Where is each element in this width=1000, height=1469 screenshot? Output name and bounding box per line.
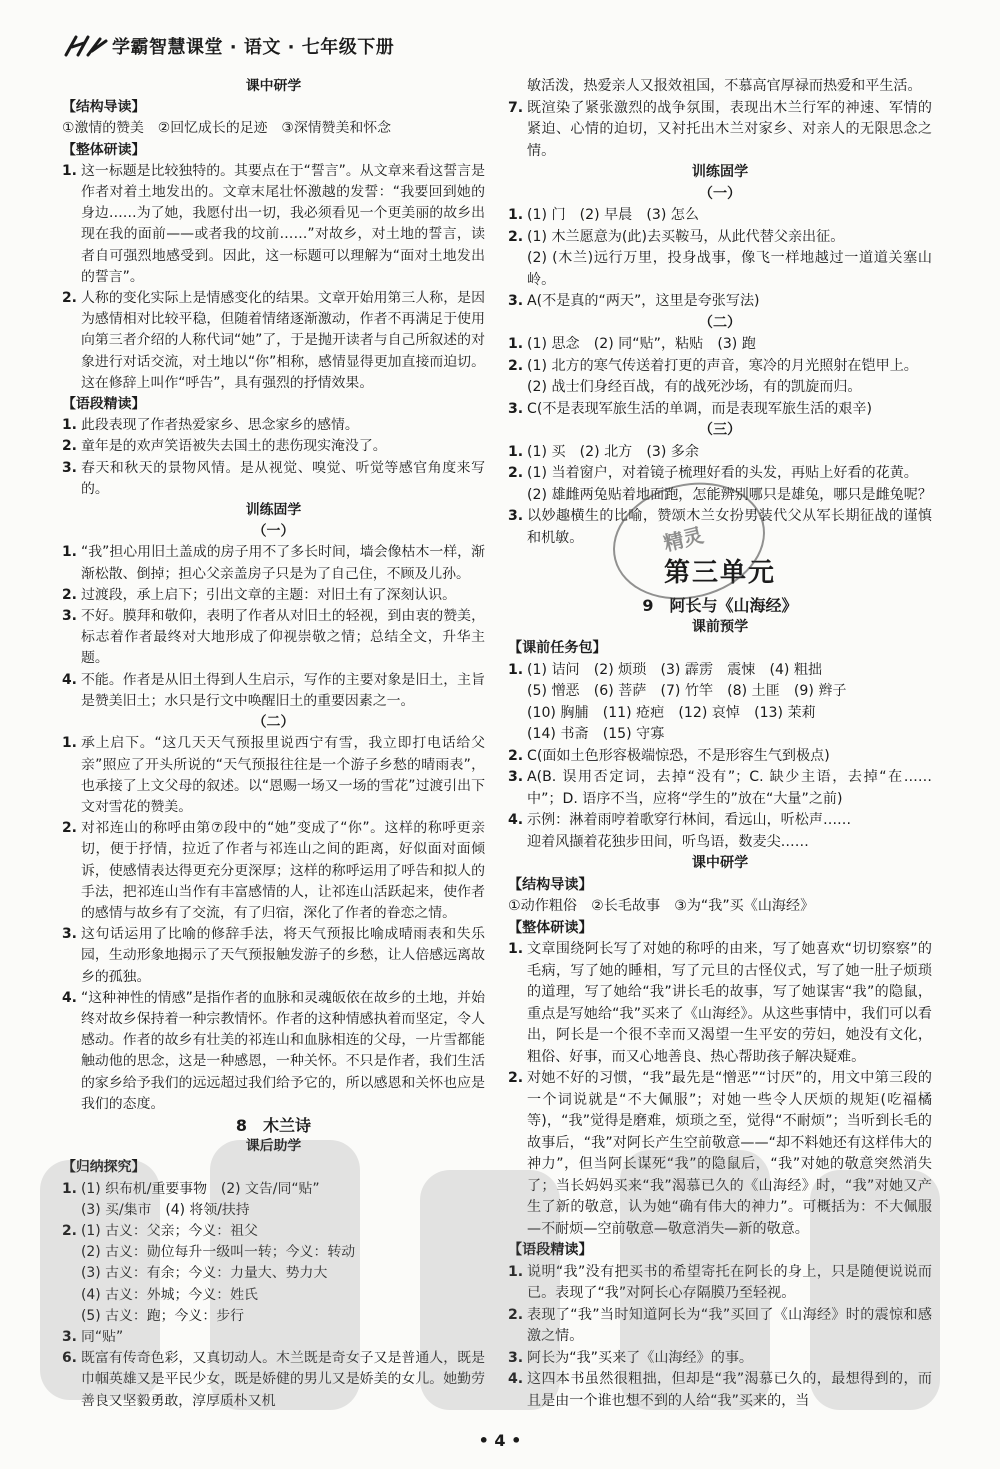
text-line: ①动作粗俗 ②长毛故事 ③为“我”买《山海经》	[508, 898, 815, 914]
item-text: (1) 门 (2) 早晨 (3) 怎么	[527, 207, 699, 223]
item-number: 1.	[508, 336, 524, 352]
item-number: 1.	[508, 661, 524, 678]
indented-line: (14) 书斋 (15) 守寡	[527, 726, 665, 742]
item-text: C(不是表现军旅生活的单调，而是表现军旅生活的艰辛)	[527, 400, 872, 417]
item-number: 2.	[508, 357, 524, 374]
subsection-label: 【归纳探究】	[62, 1159, 146, 1176]
item-number: 1.	[62, 417, 77, 434]
unit-title: 第三单元	[663, 558, 776, 588]
answer-item	[62, 1179, 485, 1200]
subsection-label: 【整体研读】	[62, 141, 146, 158]
item-text: (1) 思念 (2) 同“贴”，粘贴 (3) 跑	[527, 336, 756, 352]
item-text: 这四本书虽然很粗拙，但却是“我”渴慕已久的，最想得到的，而且是由一个谁也想不到的人给“我”买来的，当	[527, 1371, 932, 1409]
item-number: 2.	[62, 438, 77, 455]
page-header	[62, 30, 942, 62]
item-number: 2.	[508, 228, 524, 245]
item-text: (1) 买 (2) 北方 (3) 多余	[527, 443, 699, 460]
brand-logo-icon	[62, 33, 108, 59]
stamp-text: 精灵	[661, 522, 706, 556]
answer-item	[508, 660, 932, 682]
item-text: 既渲染了紧张激烈的战争氛围，表现出木兰行军的神速、军情的紧迫、心情的迫切，又衬托出木兰对家乡、对亲人的无限思念之情。	[527, 99, 932, 159]
item-number: 2.	[62, 820, 77, 837]
text-line: ①激情的赞美 ②回忆成长的足迹 ③深情赞美和怀念	[62, 120, 392, 137]
item-text: 对她不好的习惯，“我”最先是“憎恶”“讨厌”的，用文中第三段的一个词说就是“不大佩服”；对她一些令人厌烦的规矩(吃福橘等)，“我”觉得是磨难，烦琐之至，觉得“不耐烦”；当听到长毛的故事后，“我”对阿长产生空前敬意——“却不料她还有这样伟大的神力”，但当阿长谋死“我”的隐鼠后，“我”对她的敬意突然消失了；当长妈妈买来“我”渴慕已久的《山海经》时，“我”对她又产生了新的敬意，认为她“确有伟大的神力”。可概括为：不大佩服—不耐烦—空前敬意—敬意消失—新的敬意。	[527, 1070, 932, 1237]
item-number: 2.	[62, 586, 77, 603]
item-text: 表现了“我”当时知道阿长为“我”买回了《山海经》时的震惊和感激之情。	[527, 1306, 932, 1344]
item-text: 此段表现了作者热爱家乡、思念家乡的感情。	[81, 417, 359, 434]
indented-line: (5) 憎恶 (6) 菩萨 (7) 竹竿 (8) 土匪 (9) 辫子	[527, 683, 847, 699]
item-number: 2.	[508, 465, 524, 481]
section-heading: 训练固学	[691, 164, 749, 180]
left-column	[62, 76, 485, 1412]
answer-item	[62, 924, 485, 988]
answer-item	[508, 442, 932, 464]
answer-item	[508, 1348, 932, 1370]
subsection-label: 【课前任务包】	[508, 640, 607, 656]
header-title: 学霸智慧课堂 · 语文 · 七年级下册	[112, 37, 395, 58]
answer-item	[508, 291, 932, 313]
answer-item	[62, 988, 485, 1115]
item-number: 1.	[62, 735, 77, 752]
item-number: 3.	[62, 926, 77, 943]
indented-line: (2) (木兰)远行万里，投身战事，像飞一样地越过一道道关塞山岭。	[527, 250, 932, 288]
item-text: 这句话运用了比喻的修辞手法，将天气预报比喻成晴雨表和失乐园，生动形象地揭示了天气预报触发游子的乡愁，让人倍感远离故乡的孤独。	[81, 926, 485, 985]
subsection-label: 【语段精读】	[62, 396, 146, 413]
indented-line: 敏活泼，热爱亲人又报效祖国，不慕高官厚禄而热爱和平生活。	[527, 78, 922, 94]
item-number: 4.	[508, 1371, 524, 1387]
answer-item	[508, 1369, 932, 1412]
item-text: (1) 北方的寒气传送着打更的声音，寒冷的月光照射在铠甲上。	[527, 357, 918, 374]
item-number: 1.	[62, 162, 77, 179]
item-text: 阿长为“我”买来了《山海经》的事。	[527, 1349, 754, 1366]
answer-item	[508, 939, 932, 1068]
item-number: 4.	[62, 989, 77, 1006]
item-text: 承上启下。“这几天天气预报里说西宁有雪，我立即打电话给父亲”照应了开头所说的“天气预报往往是一个游子乡愁的晴雨表”，也承接了上文父母的叙述。以“恩赐一场又一场的雪花”过渡引出下文对雪花的赞美。	[81, 735, 485, 815]
indented-line: (2) 战士们身经百战，有的战死沙场，有的凯旋而归。	[527, 379, 862, 395]
section-heading: （三）	[698, 422, 742, 438]
indented-line: (5) 古义：跑；今义：步行	[81, 1307, 244, 1324]
answer-item	[508, 1068, 932, 1240]
item-number: 3.	[508, 769, 524, 785]
item-number: 2.	[508, 747, 524, 764]
answer-item	[62, 161, 485, 288]
item-text: C(面如土色形容极端惊恐，不是形容生气到极点)	[527, 747, 830, 764]
section-heading: （一）	[698, 185, 742, 202]
item-text: 对祁连山的称呼由第⑦段中的“她”变成了“你”。这样的称呼更亲切，便于抒情，拉近了作者与祁连山之间的距离，好似面对面倾诉，使感情表达得更充分更深厚；这样的称呼运用了呼告和拟人的手法，把祁连山当作有丰富感情的人，让祁连山活跃起来，使作者的感情与故乡有了交流，有了归宿，深化了作者的眷恋之情。	[81, 820, 485, 921]
section-heading: （一）	[252, 523, 295, 540]
item-text: 文章围绕阿长写了对她的称呼的由来，写了她喜欢“切切察察”的毛病，写了她的睡相，写了元旦的古怪仪式，写了她一肚子烦琐的道理，写了她给“我”讲长毛的故事，写了她谋害“我”的隐鼠，重点是写她给“我”买来了《山海经》。从这些事情中，我们可以看出，阿长是一个很不幸而又渴望一生平安的劳妇，她没有文化，粗俗、好事，而又心地善良、热心帮助孩子解决疑难。	[527, 941, 932, 1065]
answer-item	[508, 810, 932, 832]
subsection-label: 【语段精读】	[508, 1242, 593, 1258]
answer-item	[508, 1262, 932, 1305]
indented-line: (3) 古义：有余；今义：力量大、势力大	[81, 1265, 328, 1282]
item-number: 6.	[62, 1350, 77, 1367]
lesson-title: 8 木兰诗	[235, 1115, 312, 1135]
section-heading: （二）	[698, 314, 742, 331]
item-number: 2.	[508, 1306, 524, 1323]
item-text: “我”担心用旧土盖成的房子用不了多长时间，墙会像枯木一样，渐渐松散、倒掉；担心父亲盖房子只是为了自己住，不顾及儿孙。	[81, 544, 485, 582]
item-number: 3.	[508, 1349, 524, 1366]
section-heading: （二）	[252, 714, 295, 731]
section-heading: 课后助学	[245, 1138, 302, 1155]
answer-item	[508, 334, 932, 356]
item-text: 这一标题是比较独特的。其要点在于“誓言”。从文章来看这誓言是作者对着土地发出的。文章末尾壮怀激越的发誓：“我要回到她的身边……为了她，我愿付出一切，我必须看见一个更美丽的故乡出现在我的面前——或者我的坟前……”对故乡，对土地的誓言，读者自可强烈地感受到。因此，这一标题可以理解为“面对土地发出的誓言”。	[81, 162, 485, 285]
item-number: 2.	[508, 1070, 524, 1086]
item-number: 4.	[62, 671, 77, 688]
answer-item	[62, 670, 485, 712]
answer-item	[508, 463, 932, 485]
item-number: 3.	[62, 1328, 77, 1345]
item-text: 不能。作者是从旧土得到人生启示，写作的主要对象是旧土，主旨是赞美旧土；水只是行文中唤醒旧土的重要因素之一。	[81, 671, 485, 709]
section-heading: 课中研学	[245, 78, 302, 94]
item-number: 1.	[508, 207, 524, 223]
item-text: (1) 织布机/重要事物 (2) 文告/同“贴”	[81, 1180, 320, 1197]
indented-line: (3) 买/集市 (4) 将领/扶持	[81, 1201, 250, 1218]
answer-item	[62, 1327, 485, 1348]
subsection-label: 【结构导读】	[508, 876, 593, 893]
subsection-label: 【整体研读】	[508, 919, 593, 936]
answer-item	[508, 356, 932, 378]
item-text: (1) 诘问 (2) 烦琐 (3) 霹雳 震悚 (4) 粗拙	[527, 661, 823, 678]
answer-item	[62, 733, 485, 818]
answer-item	[508, 746, 932, 768]
answer-item	[62, 606, 485, 670]
item-number: 3.	[508, 293, 524, 309]
item-text: 说明“我”没有把买书的希望寄托在阿长的身上，只是随便说说而已。表现了“我”对阿长心存隔膜乃至轻视。	[527, 1263, 932, 1301]
item-text: (1) 木兰愿意为(此)去买鞍马，从此代替父亲出征。	[527, 228, 845, 245]
answer-item	[62, 818, 485, 924]
item-number: 2.	[62, 1222, 77, 1239]
indented-line: (2) 雄雌两兔贴着地面跑，怎能辨别哪只是雄兔，哪只是雌兔呢？	[527, 486, 932, 503]
item-text: 过渡段，承上启下；引出文章的主题：对旧土有了深刻认识。	[81, 586, 457, 603]
item-text: 既富有传奇色彩，又真切动人。木兰既是奇女子又是普通人，既是巾帼英雄又是平民少女，既是娇健的男儿又是娇美的女儿。她勤劳善良又坚毅勇敢，淳厚质朴又机	[81, 1350, 485, 1409]
item-number: 3.	[62, 608, 77, 625]
answer-item	[508, 98, 932, 163]
item-number: 1.	[508, 941, 524, 957]
item-text: 以妙趣横生的比喻，赞颂木兰女扮男装代父从军长期征战的谨慎和机敏。	[527, 508, 932, 546]
section-heading: 训练固学	[245, 502, 302, 519]
indented-line: 迎着风撷着花独步田间，听鸟语，数麦尖……	[527, 833, 809, 850]
item-text: 童年是的欢声笑语被失去国土的悲伤现实淹没了。	[81, 438, 387, 455]
item-number: 3.	[62, 459, 77, 476]
item-number: 1.	[62, 1180, 77, 1197]
answer-item	[508, 205, 932, 227]
indented-line: (10) 胸脯 (11) 疮疤 (12) 哀悼 (13) 茉莉	[527, 704, 816, 721]
answer-item	[508, 767, 932, 810]
answer-item	[62, 288, 485, 394]
section-heading: 课前预学	[691, 618, 749, 635]
item-number: 4.	[508, 812, 524, 828]
item-number: 2.	[62, 290, 77, 307]
subsection-label: 【结构导读】	[62, 99, 146, 116]
indented-line: (4) 古义：外城；今义：姓氏	[81, 1286, 258, 1303]
answer-item	[508, 227, 932, 249]
item-text: 不好。膜拜和敬仰，表明了作者从对旧土的轻视，到由衷的赞美，标志着作者最终对大地形成了仰视崇敬之情；总结全文，升华主题。	[81, 608, 485, 667]
item-number: 1.	[62, 544, 77, 561]
answer-item	[62, 542, 485, 584]
section-heading: 课中研学	[691, 855, 749, 871]
item-text: A(B. 误用否定词，去掉“没有”；C. 缺少主语，去掉“在……中”；D. 语序不当，应将“学生的”放在“大量”之前)	[527, 769, 932, 807]
item-text: “这种神性的情感”是指作者的血脉和灵魂皈依在故乡的土地，并始终对故乡保持着一种宗教情怀。作者的这种情感执着而坚定，令人感动。作者的故乡有壮美的祁连山和血脉相连的父母，一片雪都能触动他的思念，这是一种感恩，一种关怀。不只是作者，我们生活的家乡给予我们的远远超过我们给予它的，所以感恩和关怀也应是我们的态度。	[81, 989, 485, 1112]
answer-item	[62, 415, 485, 436]
answer-item	[62, 1348, 485, 1412]
lesson-title: 9 阿长与《山海经》	[642, 596, 798, 615]
right-column	[508, 76, 932, 1412]
answer-item	[62, 436, 485, 457]
answer-item	[62, 1221, 485, 1242]
item-number: 1.	[508, 1263, 524, 1280]
item-text: (1) 古义：父亲；今义：祖父	[81, 1222, 258, 1239]
item-text: 人称的变化实际上是情感变化的结果。文章开始用第三人称，是因为感情相对比较平稳，但随着情绪逐渐激动，作者不再满足于使用向第三者介绍的人称代词“她”了，于是抛开读者与自己所叙述的对象进行对话交流，对土地以“你”相称，感情显得更加直接而迫切。这在修辞上叫作“呼告”，具有强烈的抒情效果。	[81, 290, 485, 391]
item-number: 1.	[508, 443, 524, 460]
item-text: 同“贴”	[81, 1328, 124, 1345]
item-text: 春天和秋天的景物风情。是从视觉、嗅觉、听觉等感官角度来写的。	[81, 459, 485, 497]
item-number: 7.	[508, 99, 524, 116]
item-number: 3.	[508, 508, 524, 524]
indented-line: (2) 古义：勋位每升一级叫一转；今义：转动	[81, 1244, 356, 1261]
answer-item	[508, 1305, 932, 1348]
item-text: (1) 当着窗户，对着镜子梳理好看的头发，再贴上好看的花黄。	[527, 465, 918, 481]
item-number: 3.	[508, 400, 524, 417]
answer-item	[508, 399, 932, 421]
answer-item	[62, 585, 485, 606]
item-text: A(不是真的“两天”，这里是夸张写法)	[527, 293, 760, 309]
page-number: • 4 •	[478, 1431, 522, 1450]
item-text: 示例：淋着雨哼着歌穿行林间，看远山，听松声……	[527, 812, 852, 828]
answer-item	[62, 458, 485, 500]
